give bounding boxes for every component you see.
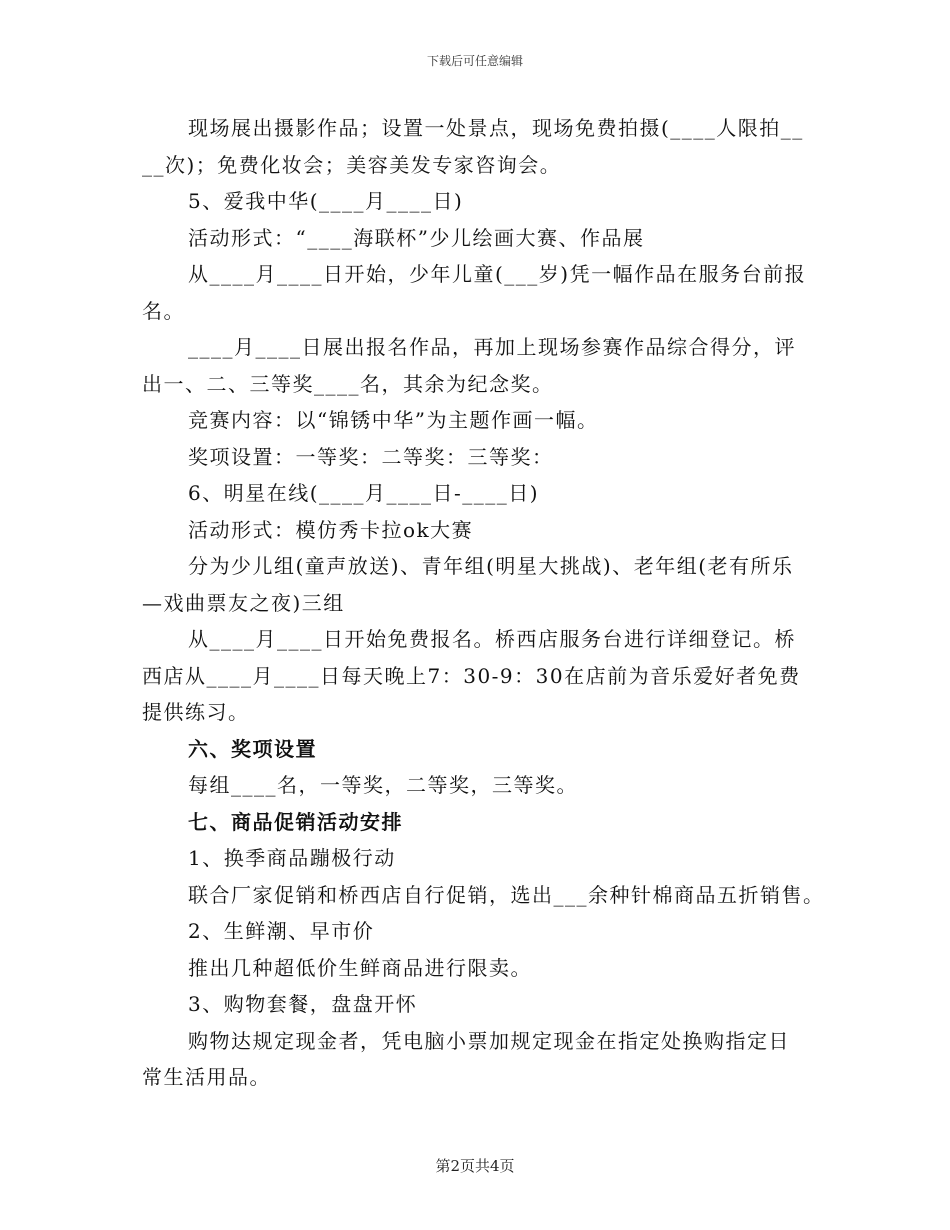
section-heading: 六、奖项设置 [188,736,317,761]
paragraph-line: 竞赛内容：以“锦锈中华”为主题作画一幅。 [188,408,599,432]
section-heading: 七、商品促销活动安排 [188,809,403,834]
item-heading: 3、购物套餐，盘盘开怀 [188,992,418,1016]
item-heading: 2、生鲜潮、早市价 [188,919,375,943]
paragraph-line: —戏曲票友之夜)三组 [142,590,345,615]
item-heading: 6、明星在线(____月____日-____日) [188,481,540,505]
paragraph-line: 从____月____日开始免费报名。桥西店服务台进行详细登记。桥 [188,627,796,651]
paragraph-line: 每组____名，一等奖，二等奖，三等奖。 [188,773,578,797]
paragraph-line: 从____月____日开始，少年儿童(___岁)凭一幅作品在服务台前报 [188,262,807,286]
paragraph-line: 分为少儿组(童声放送)、青年组(明星大挑战)、老年组(老有所乐 [188,554,794,578]
document-body [142,110,825,1096]
item-heading: 5、爱我中华(____月____日) [188,189,464,213]
paragraph-line: 活动形式：“____海联杯”少儿绘画大赛、作品展 [188,225,645,250]
paragraph-line: 购物达规定现金者，凭电脑小票加规定现金在指定处换购指定日 [188,1028,790,1053]
paragraph-line: 西店从____月____日每天晚上7：30-9：30在店前为音乐爱好者免费 [142,663,801,688]
page-header: 下载后可任意编辑 [426,54,523,68]
paragraph-line: 现场展出摄影作品；设置一处景点，现场免费拍摄(____人限拍__ [188,116,804,140]
paragraph-line: __次)；免费化妆会；美容美发专家咨询会。 [142,152,562,177]
paragraph-line: 推出几种超低价生鲜商品进行限卖。 [188,955,532,980]
page-footer: 第2页共4页 [435,1157,515,1175]
paragraph-line: 提供练习。 [142,700,250,724]
paragraph-line: 联合厂家促销和桥西店自行促销，选出___余种针棉商品五折销售。 [188,882,825,907]
paragraph-line: ____月____日展出报名作品，再加上现场参赛作品综合得分，评 [188,335,796,359]
paragraph-line: 活动形式：模仿秀卡拉ok大赛 [188,517,474,542]
paragraph-line: 出一、二、三等奖____名，其余为纪念奖。 [142,371,554,396]
paragraph-line: 常生活用品。 [142,1065,271,1089]
item-heading: 1、换季商品蹦极行动 [188,846,396,870]
paragraph-line: 奖项设置：一等奖：二等奖：三等奖： [188,444,554,469]
paragraph-line: 名。 [142,298,185,323]
